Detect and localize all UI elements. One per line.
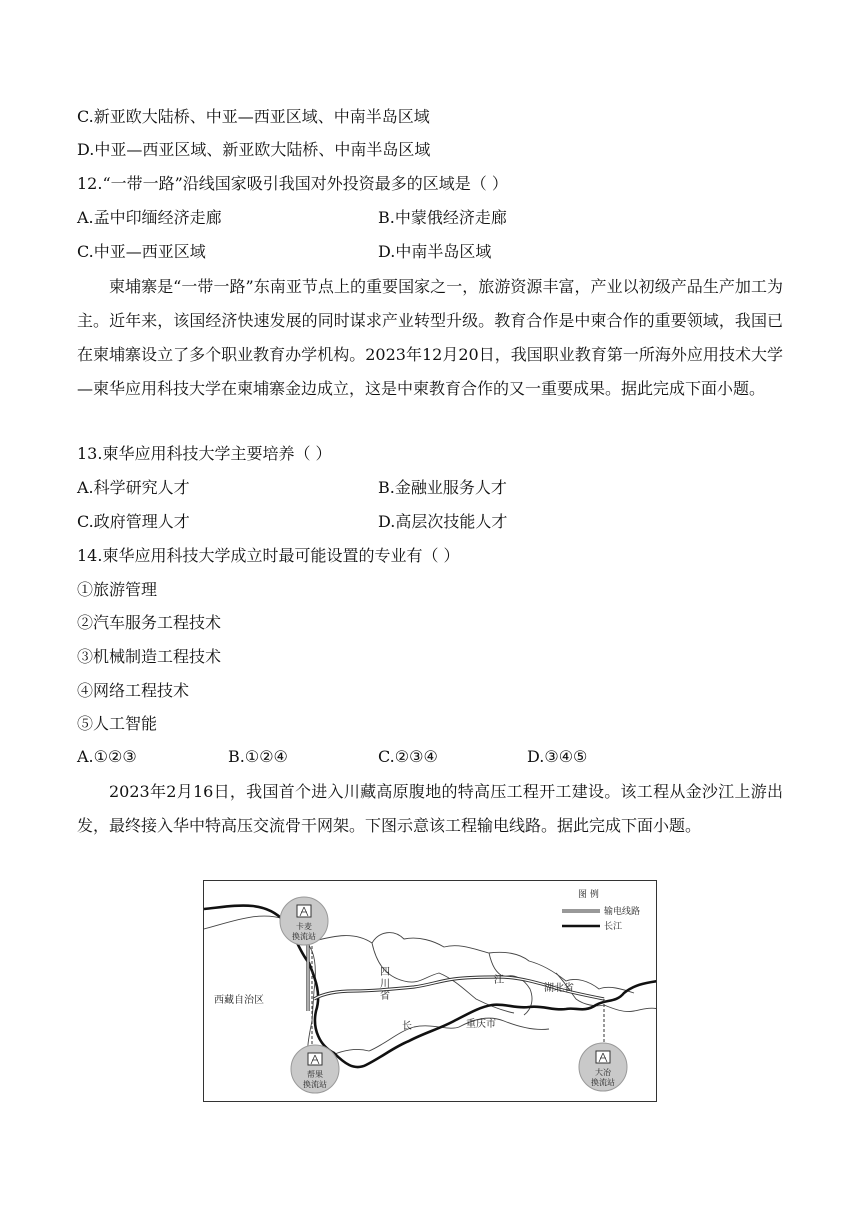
q13-option-a: A.科学研究人才 <box>77 478 190 497</box>
q14-item: ③机械制造工程技术 <box>77 647 222 666</box>
daye-station <box>579 1043 627 1091</box>
q14-option-a: A.①②③ <box>77 747 137 766</box>
bangguo-station <box>291 1045 339 1093</box>
tibet-label: 西藏自治区 <box>214 995 264 1006</box>
q13-stem: 13.柬华应用科技大学主要培养（ ） <box>77 444 332 463</box>
yangtze-river <box>204 906 657 1068</box>
q13-option-c: C.政府管理人才 <box>77 512 190 531</box>
q14-option-b: B.①②④ <box>228 747 288 766</box>
map-legend <box>562 888 640 932</box>
sichuan-label-2: 川 <box>380 979 390 990</box>
passage-cambodia: 柬埔寨是“一带一路”东南亚节点上的重要国家之一，旅游资源丰富，产业以初级产品生产加工为主。近年来，该国经济快速发展的同时谋求产业转型升级。教育合作是中柬合作的重要领域，我国已在柬埔寨设立了多个职业教育办学机构。2023年12月20日，我国职业教育第一所海外应用技术大学—柬华应用科技大学在柬埔寨金边成立，这是中柬教育合作的又一重要成果。据此完成下面小题。 <box>77 277 783 398</box>
kamai-label-2: 换流站 <box>292 932 316 941</box>
q13-option-b: B.金融业服务人才 <box>378 478 507 497</box>
legend-title: 图 例 <box>578 890 599 900</box>
daye-label-2: 换流站 <box>591 1078 615 1087</box>
q12-option-d: D.中南半岛区域 <box>378 242 492 261</box>
q14-stem: 14.柬华应用科技大学成立时最可能设置的专业有（ ） <box>77 546 460 565</box>
q12-option-b: B.中蒙俄经济走廊 <box>378 208 507 227</box>
hubei-label: 湖北省 <box>544 983 574 994</box>
legend-line-label: 输电线路 <box>604 907 641 917</box>
kamai-label-1: 卡麦 <box>296 922 312 931</box>
q12-stem: 12.“一带一路”沿线国家吸引我国对外投资最多的区域是（ ） <box>77 174 508 193</box>
bangguo-label-2: 换流站 <box>303 1080 327 1089</box>
chongqing-label: 重庆市 <box>466 1019 496 1030</box>
tower-icon <box>297 905 311 917</box>
q14-option-c: C.②③④ <box>378 747 438 766</box>
sichuan-north-boundary <box>314 933 634 993</box>
daye-label-1: 大冶 <box>595 1068 611 1077</box>
q12-option-c: C.中亚—西亚区域 <box>77 242 206 261</box>
q14-option-d: D.③④⑤ <box>527 747 588 766</box>
q12-option-a: A.孟中印缅经济走廊 <box>77 208 222 227</box>
q11-option-d: D.中亚—西亚区域、新亚欧大陆桥、中南半岛区域 <box>77 140 431 159</box>
q14-item: ④网络工程技术 <box>77 681 190 700</box>
transmission-line-map <box>203 880 657 1102</box>
q14-item: ②汽车服务工程技术 <box>77 613 222 632</box>
tower-icon <box>596 1051 610 1063</box>
sichuan-label-3: 省 <box>380 991 390 1002</box>
kamai-station <box>280 897 328 945</box>
tower-icon <box>308 1053 322 1065</box>
q14-item: ⑤人工智能 <box>77 714 158 733</box>
q14-item: ①旅游管理 <box>77 580 158 599</box>
south-boundary <box>324 1018 549 1059</box>
q11-option-c: C.新亚欧大陆桥、中亚—西亚区域、中南半岛区域 <box>77 107 430 126</box>
passage-uhv-project: 2023年2月16日，我国首个进入川藏高原腹地的特高压工程开工建设。该工程从金沙江上游出发，最终接入华中特高压交流骨干网架。下图示意该工程输电线路。据此完成下面小题。 <box>77 782 783 835</box>
jiang-label: 江 <box>494 975 504 986</box>
legend-river-label: 长江 <box>604 922 623 932</box>
sichuan-label-1: 四 <box>380 967 390 978</box>
map-drawing <box>204 881 657 1102</box>
bangguo-label-1: 帮果 <box>307 1070 323 1079</box>
q13-option-d: D.高层次技能人才 <box>378 512 508 531</box>
chang-label: 长 <box>402 1021 412 1032</box>
